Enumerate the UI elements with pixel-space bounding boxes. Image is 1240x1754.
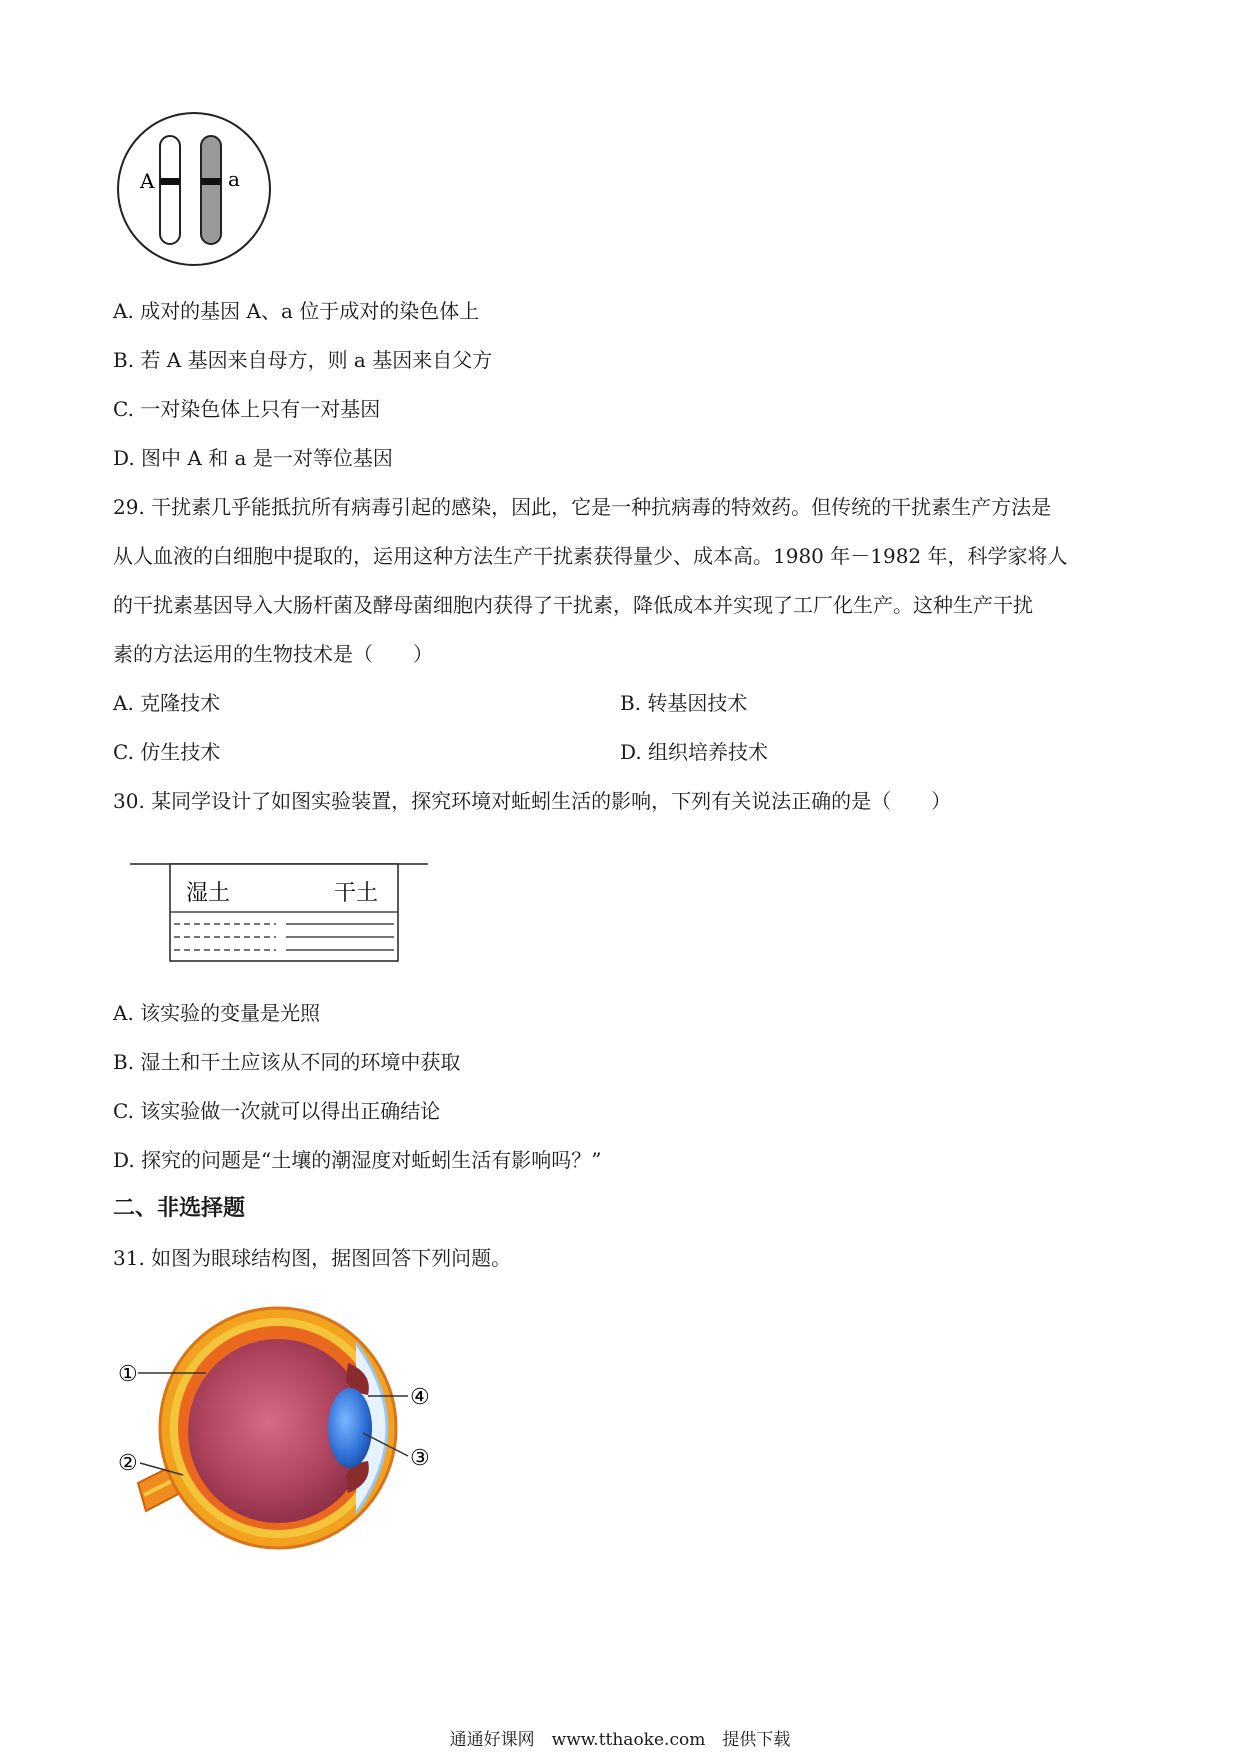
q29-option-d[interactable]: D. 组织培养技术 xyxy=(620,740,769,764)
gene-label-a: a xyxy=(228,167,240,191)
svg-text:②: ② xyxy=(118,1451,138,1476)
svg-text:③: ③ xyxy=(410,1446,430,1471)
q29-stem-line-1: 29. 干扰素几乎能抵抗所有病毒引起的感染，因此，它是一种抗病毒的特效药。但传统的干扰素生产方法是 xyxy=(113,495,1052,519)
gene-band-A xyxy=(160,178,180,185)
dry-soil-label: 干土 xyxy=(334,881,379,906)
soil-experiment-figure xyxy=(128,858,430,964)
q28-option-d[interactable]: D. 图中 A 和 a 是一对等位基因 xyxy=(113,446,393,470)
eyeball-figure xyxy=(118,1303,478,1558)
q29-option-c[interactable]: C. 仿生技术 xyxy=(113,740,221,764)
footer-source: 通通好课网 www.tthaoke.com 提供下载 xyxy=(449,1730,791,1750)
chromosome-A xyxy=(160,136,180,244)
q28-option-b[interactable]: B. 若 A 基因来自母方，则 a 基因来自父方 xyxy=(113,348,493,372)
chromosome-pair-figure xyxy=(112,108,277,270)
label-3 xyxy=(410,1446,430,1471)
label-4 xyxy=(410,1385,430,1410)
q31-stem: 31. 如图为眼球结构图，据图回答下列问题。 xyxy=(113,1246,512,1270)
q29-stem-line-2: 从人血液的白细胞中提取的，运用这种方法生产干扰素获得量少、成本高。1980 年－1982 年，科学家将人 xyxy=(113,544,1068,568)
q30-stem: 30. 某同学设计了如图实验装置，探究环境对蚯蚓生活的影响，下列有关说法正确的是（ ） xyxy=(113,789,952,813)
chromosome-a xyxy=(201,136,221,244)
svg-text:④: ④ xyxy=(410,1385,430,1410)
q30-option-b[interactable]: B. 湿土和干土应该从不同的环境中获取 xyxy=(113,1050,461,1074)
q30-option-a[interactable]: A. 该实验的变量是光照 xyxy=(113,1001,321,1025)
svg-text:①: ① xyxy=(118,1362,138,1387)
q29-option-b[interactable]: B. 转基因技术 xyxy=(620,691,748,715)
gene-label-A: A xyxy=(140,169,155,193)
q29-stem-line-4: 素的方法运用的生物技术是（ ） xyxy=(113,642,433,666)
q29-option-a[interactable]: A. 克隆技术 xyxy=(113,691,221,715)
section-heading: 二、非选择题 xyxy=(113,1196,246,1221)
q30-option-d[interactable]: D. 探究的问题是“土壤的潮湿度对蚯蚓生活有影响吗？” xyxy=(113,1148,602,1172)
q30-option-c[interactable]: C. 该实验做一次就可以得出正确结论 xyxy=(113,1099,441,1123)
label-2 xyxy=(118,1451,138,1476)
gene-band-a xyxy=(201,178,221,185)
q28-option-c[interactable]: C. 一对染色体上只有一对基因 xyxy=(113,397,381,421)
q29-stem-line-3: 的干扰素基因导入大肠杆菌及酵母菌细胞内获得了干扰素，降低成本并实现了工厂化生产。这种生产干扰 xyxy=(113,593,1033,617)
lens xyxy=(328,1388,372,1468)
label-1 xyxy=(118,1362,138,1387)
wet-soil-label: 湿土 xyxy=(186,881,231,906)
q28-option-a[interactable]: A. 成对的基因 A、a 位于成对的染色体上 xyxy=(113,299,480,323)
